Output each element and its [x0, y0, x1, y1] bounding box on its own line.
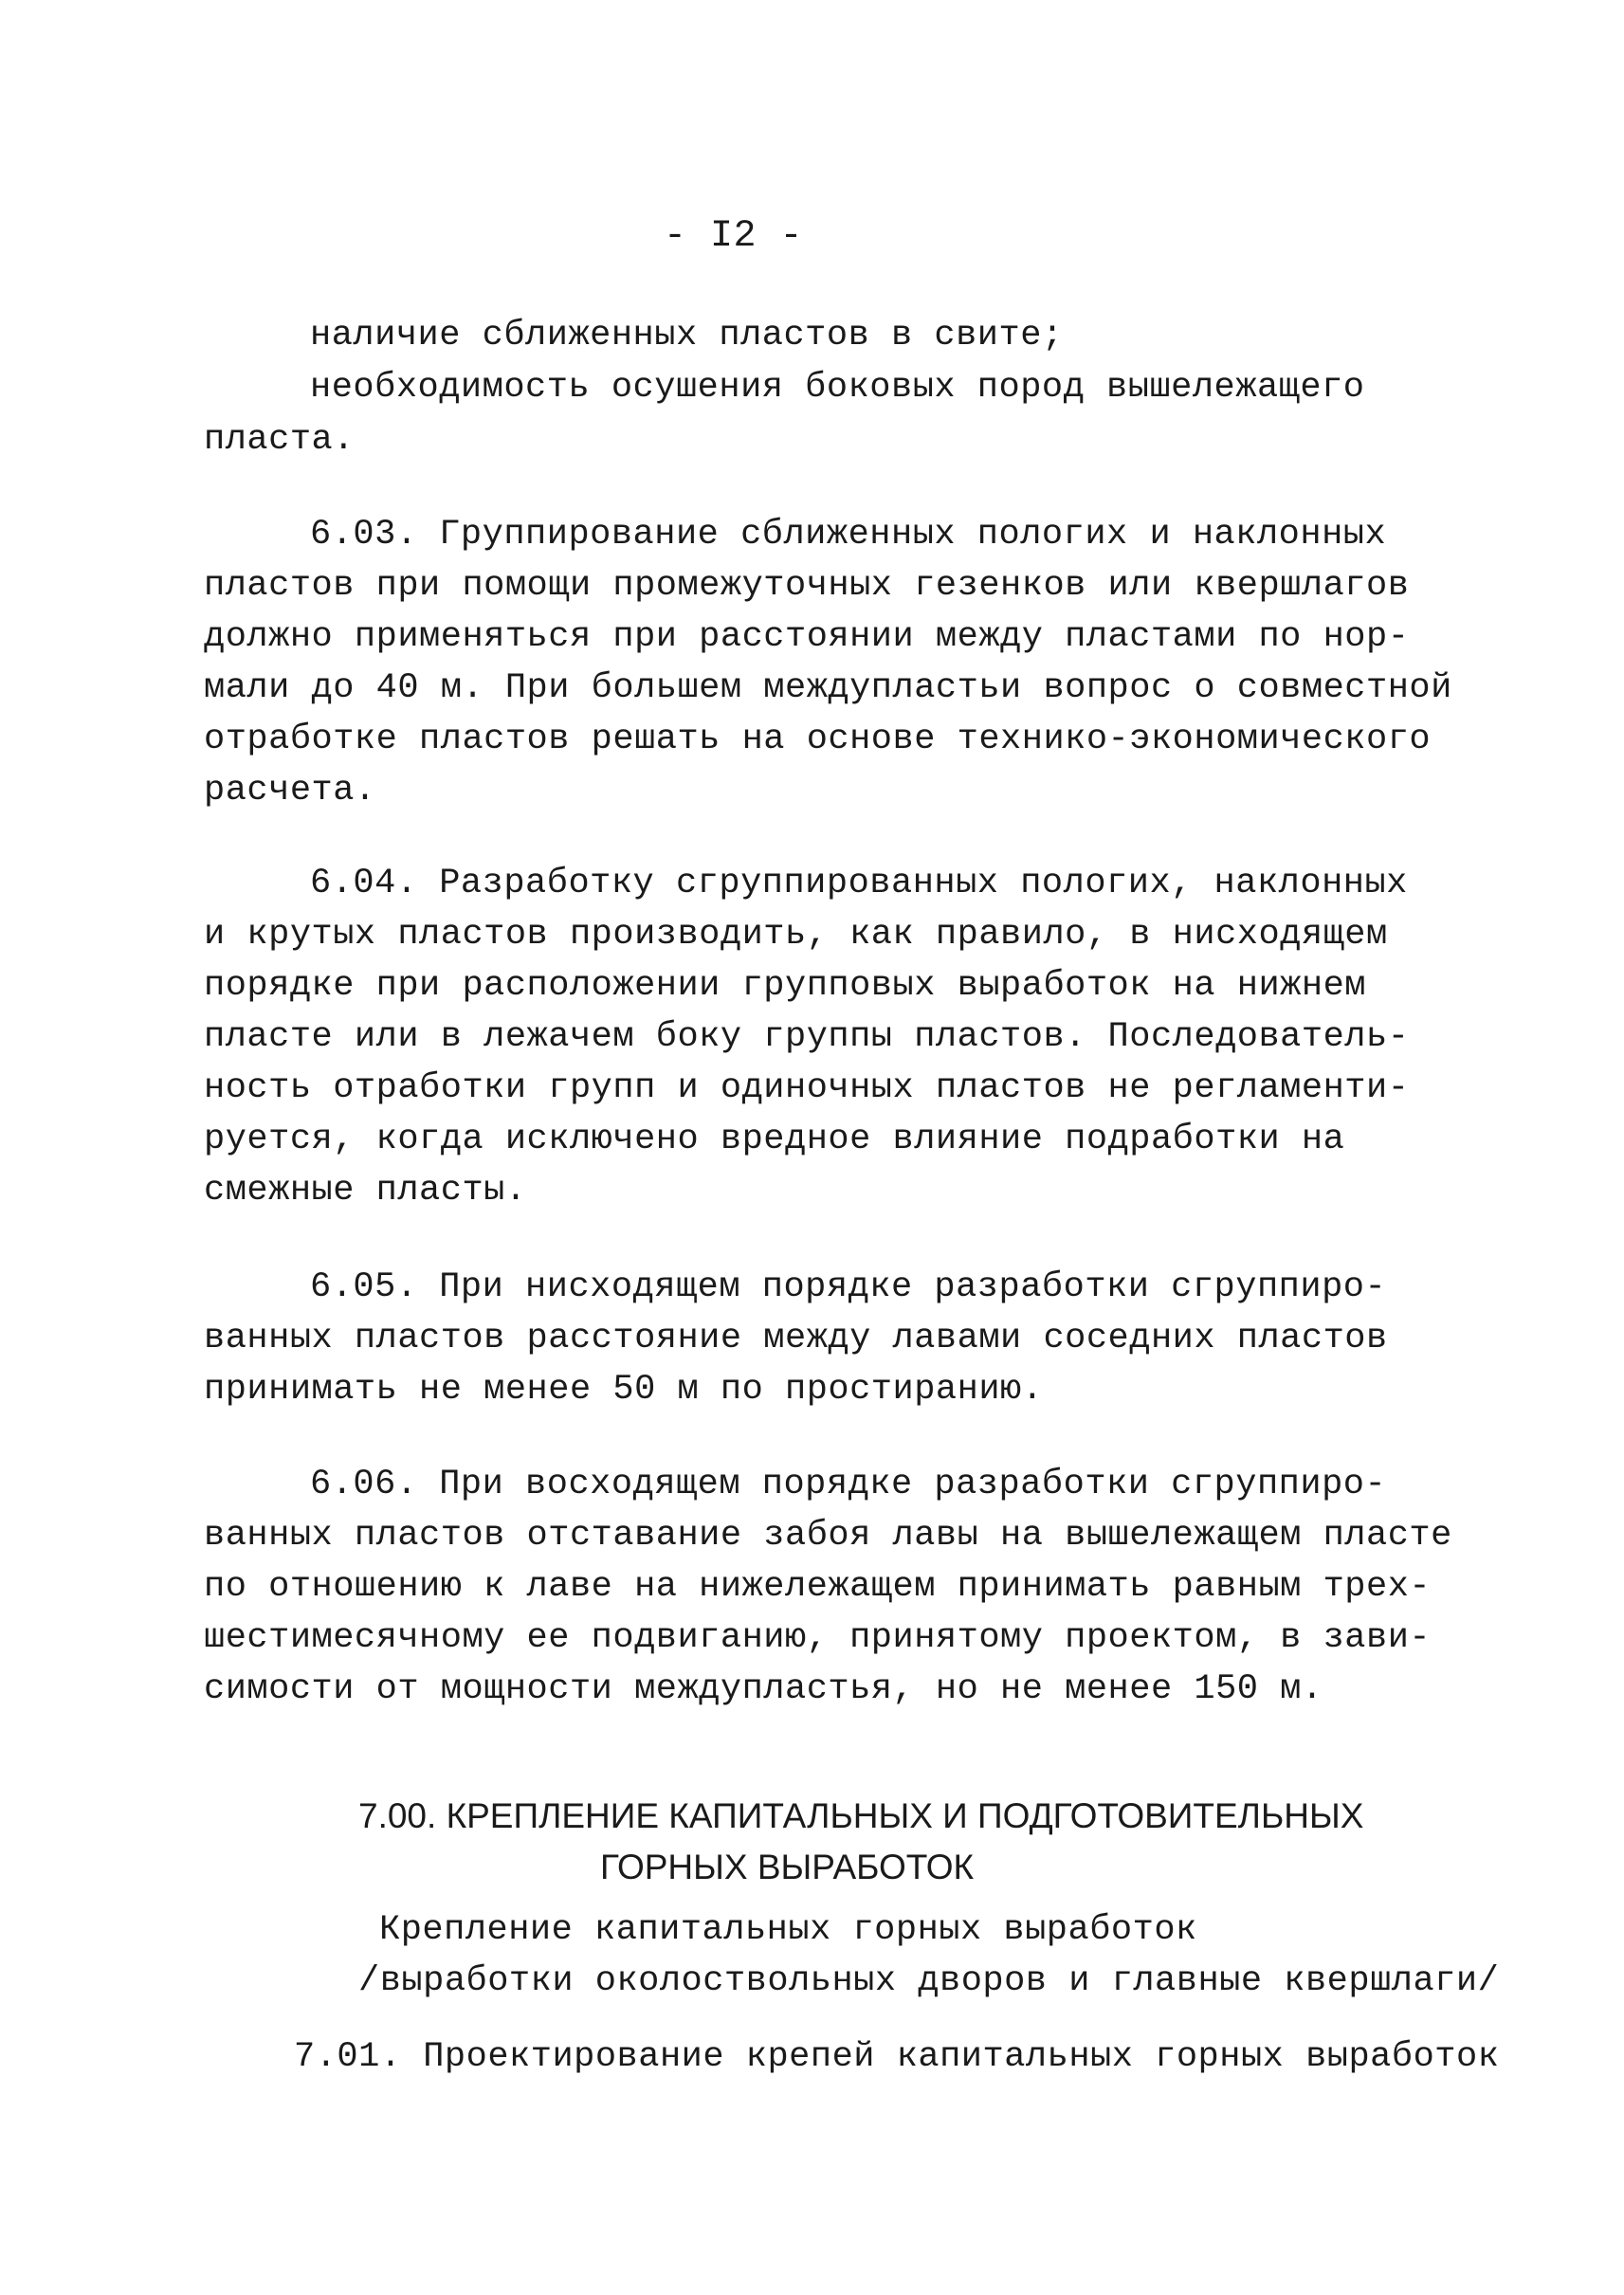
- subsection-title: Крепление капитальных горных выработок: [379, 1910, 1197, 1950]
- text-line: необходимость осушения боковых пород вышележащего: [310, 368, 1365, 408]
- text-line: смежные пласты.: [204, 1171, 527, 1211]
- text-line: руется, когда исключено вредное влияние подработки на: [204, 1120, 1345, 1159]
- text-line: пластов при помощи промежуточных гезенков или квершлагов: [204, 566, 1410, 606]
- text-line: 6.06. При восходящем порядке разработки сгруппиро-: [310, 1465, 1387, 1504]
- text-line: ванных пластов отставание забоя лавы на вышележащем пласте: [204, 1516, 1452, 1556]
- text-line: симости от мощности междупластья, но не менее 150 м.: [204, 1669, 1323, 1709]
- text-line: ность отработки групп и одиночных пластов не регламенти-: [204, 1068, 1410, 1108]
- text-line: и крутых пластов производить, как правило, в нисходящем: [204, 915, 1388, 955]
- text-line: пласте или в лежачем боку группы пластов. Последователь-: [204, 1017, 1410, 1057]
- text-line: наличие сближенных пластов в свите;: [310, 316, 1064, 355]
- text-line: 6.04. Разработку сгруппированных пологих, наклонных: [310, 864, 1408, 903]
- subsection-subtitle: /выработки околоствольных дворов и главные квершлаги/: [358, 1961, 1500, 2001]
- text-line: шестимесячному ее подвиганию, принятому проектом, в зави-: [204, 1618, 1432, 1658]
- text-line: 6.03. Группирование сближенных пологих и наклонных: [310, 515, 1387, 555]
- text-line: 6.05. При нисходящем порядке разработки сгруппиро-: [310, 1267, 1387, 1307]
- text-line: отработке пластов решать на основе технико-экономического: [204, 719, 1432, 759]
- page-number: - I2 -: [664, 215, 804, 258]
- text-line: мали до 40 м. При большем междупластьи вопрос о совместной: [204, 668, 1452, 708]
- text-line: ванных пластов расстояние между лавами соседних пластов: [204, 1319, 1388, 1358]
- text-line: порядке при расположении групповых выработок на нижнем: [204, 966, 1366, 1006]
- text-line: 7.01. Проектирование крепей капитальных горных выработок: [294, 2037, 1500, 2077]
- text-line: принимать не менее 50 м по простиранию.: [204, 1370, 1044, 1410]
- section-heading: 7.00. КРЕПЛЕНИЕ КАПИТАЛЬНЫХ И ПОДГОТОВИТЕЛЬНЫХ: [358, 1796, 1364, 1835]
- text-line: пласта.: [204, 420, 355, 460]
- text-line: по отношению к лаве на нижележащем принимать равным трех-: [204, 1567, 1432, 1607]
- section-heading-continued: ГОРНЫХ ВЫРАБОТОК: [600, 1848, 975, 1886]
- text-line: должно применяться при расстоянии между пластами по нор-: [204, 617, 1410, 657]
- text-line: расчета.: [204, 771, 376, 811]
